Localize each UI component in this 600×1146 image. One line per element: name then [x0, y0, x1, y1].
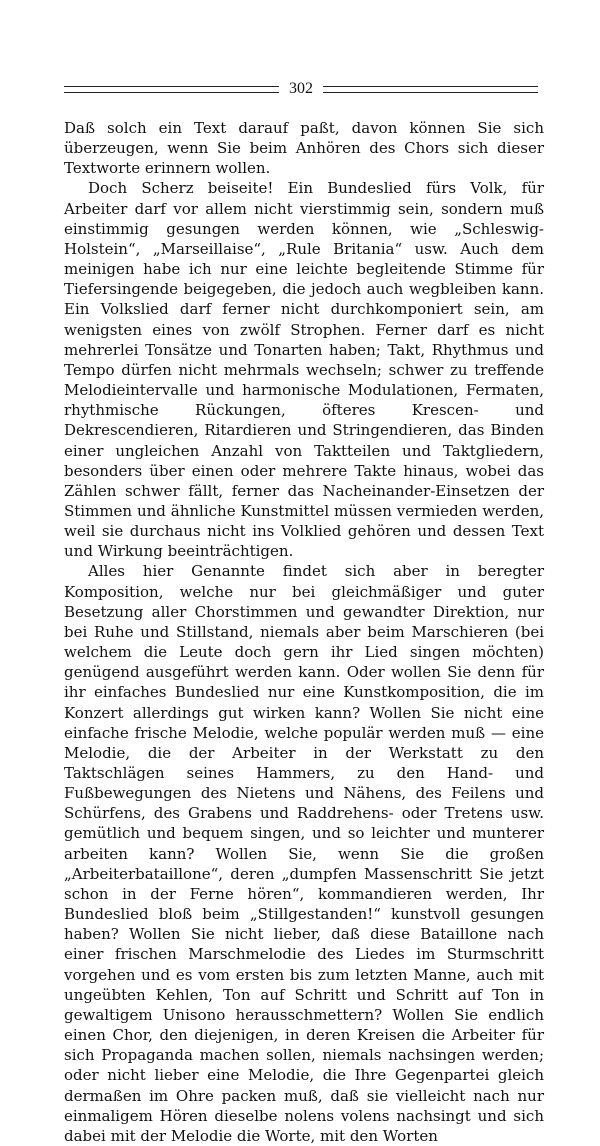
header-rule-left: [64, 86, 279, 93]
paragraph: Daß solch ein Text darauf paßt, davon können Sie sich überzeugen, wenn Sie beim Anhören des Chors sich dieser Textworte erinnern wollen.: [64, 119, 544, 178]
page-header: [64, 78, 538, 100]
paragraph: Doch Scherz beiseite! Ein Bundeslied fürs Volk, für Arbeiter darf vor allem nicht vierstimmig sein, sondern muß einstimmig gesungen werden können, wie „Schleswig-Holstein“, „Marseillaise“, „Rule Britania“ usw. Auch dem meinigen habe ich nur eine leichte begleitende Stimme für Tiefersingende beigegeben, die jedoch auch wegbleiben kann. Ein Volkslied darf ferner nicht durchkomponiert sein, am wenigsten eines von zwölf Strophen. Ferner darf es nicht mehrerlei Tonsätze und Tonarten haben; Takt, Rhythmus und Tempo dürfen nicht mehrmals wechseln; schwer zu treffende Melodieintervalle und harmonische Modulationen, Fermaten, rhythmische Rückungen, öfteres Krescen- und Dekrescendieren, Ritardieren und Stringendieren, das Binden einer ungleichen Anzahl von Taktteilen und Taktgliedern, besonders über einen oder mehrere Takte hinaus, wobei das Zählen schwer fällt, ferner das Nacheinander-Einsetzen der Stimmen und ähnliche Kunstmittel müssen vermieden werden, weil sie durchaus nicht ins Volklied gehören und dessen Text und Wirkung beeinträchtigen.: [64, 179, 544, 561]
paragraph: Alles hier Genannte findet sich aber in beregter Komposition, welche nur bei gleichmäßiger und guter Besetzung aller Chorstimmen und gewandter Direktion, nur bei Ruhe und Stillstand, niemals aber beim Marschieren (bei welchem die Leute doch gern ihr Lied singen möchten) genügend ausgeführt werden kann. Oder wollen Sie denn für ihr einfaches Bundeslied nur eine Kunstkomposition, die im Konzert allerdings gut wirken kann? Wollen Sie nicht eine einfache frische Melodie, welche populär werden muß — eine Melodie, die der Arbeiter in der Werkstatt zu den Taktschlägen seines Hammers, zu den Hand- und Fußbewegungen des Nietens und Nähens, des Feilens und Schürfens, des Grabens und Raddrehens- oder Tretens usw. gemütlich und bequem singen, und so leichter und munterer arbeiten kann? Wollen Sie, wenn Sie die großen „Arbeiterbataillone“, deren „dumpfen Massenschritt Sie jetzt schon in der Ferne hören“, kommandieren werden, Ihr Bundeslied bloß beim „Stillgestanden!“ kunstvoll gesungen haben? Wollen Sie nicht lieber, daß diese Bataillone nach einer frischen Marschmelodie des Liedes im Sturmschritt vorgehen und es vom ersten bis zum letzten Manne, auch mit ungeübten Kehlen, Ton auf Schritt und Schritt auf Ton in gewaltigem Unisono herausschmettern? Wollen Sie endlich einen Chor, den diejenigen, in deren Kreisen die Arbeiter für sich Propaganda machen sollen, niemals nachsingen werden; oder nicht lieber eine Melodie, die Ihre Gegenpartei gleich dermaßen im Ohre packen muß, daß sie vielleicht nach nur einmaligem Hören dieselbe nolens volens nachsingt und sich dabei mit der Melodie die Worte, mit den Worten: [64, 562, 544, 1145]
page-number: 302: [289, 80, 313, 97]
body-text: [64, 118, 544, 1146]
header-rule-right: [323, 86, 538, 93]
